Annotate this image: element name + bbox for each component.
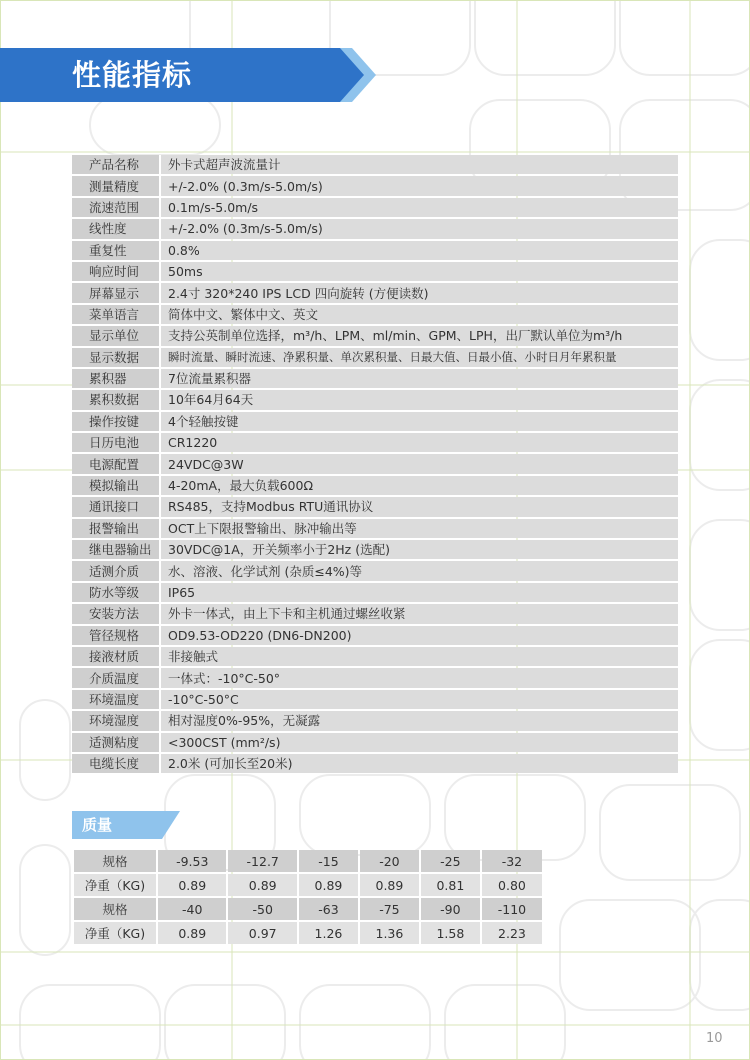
spec-value: 24VDC@3W bbox=[161, 454, 678, 473]
spec-label: 产品名称 bbox=[72, 155, 161, 174]
spec-label: 继电器输出 bbox=[72, 540, 161, 559]
spec-row bbox=[72, 412, 678, 431]
spec-value: 4-20mA，最大负载600Ω bbox=[161, 476, 678, 495]
weight-table-cell: 1.26 bbox=[299, 922, 358, 944]
spec-row bbox=[72, 690, 678, 709]
spec-label: 显示单位 bbox=[72, 326, 161, 345]
spec-row bbox=[72, 711, 678, 730]
spec-label: 菜单语言 bbox=[72, 305, 161, 324]
spec-row bbox=[72, 476, 678, 495]
page-title: 性能指标 bbox=[72, 58, 193, 92]
spec-value: 2.0米 (可加长至20米) bbox=[161, 754, 678, 773]
weight-section-title: 质量 bbox=[82, 816, 113, 834]
spec-row bbox=[72, 241, 678, 260]
spec-value: 50ms bbox=[161, 262, 678, 281]
spec-row bbox=[72, 433, 678, 452]
weight-table-row-header: 规格 bbox=[74, 898, 156, 920]
weight-table-cell: 0.89 bbox=[299, 874, 358, 896]
spec-value: +/-2.0% (0.3m/s-5.0m/s) bbox=[161, 219, 678, 238]
spec-label: 防水等级 bbox=[72, 583, 161, 602]
weight-table-weight-row bbox=[74, 874, 542, 896]
spec-row bbox=[72, 348, 678, 367]
spec-row bbox=[72, 733, 678, 752]
weight-table-cell: 0.89 bbox=[360, 874, 419, 896]
spec-value: 非接触式 bbox=[161, 647, 678, 666]
weight-table-cell: 1.58 bbox=[421, 922, 480, 944]
spec-row bbox=[72, 326, 678, 345]
spec-value: 4个轻触按键 bbox=[161, 412, 678, 431]
spec-row bbox=[72, 305, 678, 324]
spec-row bbox=[72, 176, 678, 195]
spec-label: 接液材质 bbox=[72, 647, 161, 666]
spec-value: OD9.53-OD220 (DN6-DN200) bbox=[161, 626, 678, 645]
spec-value: 支持公英制单位选择，m³/h、LPM、ml/min、GPM、LPH，出厂默认单位为m³/h bbox=[161, 326, 678, 345]
weight-table-cell: 0.80 bbox=[482, 874, 542, 896]
spec-row bbox=[72, 369, 678, 388]
weight-table bbox=[72, 848, 544, 946]
spec-value: 简体中文、繁体中文、英文 bbox=[161, 305, 678, 324]
spec-label: 环境湿度 bbox=[72, 711, 161, 730]
weight-table-cell: 0.89 bbox=[228, 874, 296, 896]
spec-row bbox=[72, 604, 678, 623]
weight-section-tag bbox=[72, 811, 180, 839]
spec-value: RS485，支持Modbus RTU通讯协议 bbox=[161, 497, 678, 516]
spec-value: OCT上下限报警输出、脉冲输出等 bbox=[161, 519, 678, 538]
spec-row bbox=[72, 540, 678, 559]
weight-table-weight-row bbox=[74, 922, 542, 944]
weight-table-cell: 0.81 bbox=[421, 874, 480, 896]
weight-table-cell: 0.89 bbox=[158, 922, 226, 944]
spec-row bbox=[72, 754, 678, 773]
spec-label: 安装方法 bbox=[72, 604, 161, 623]
spec-row bbox=[72, 219, 678, 238]
weight-table-cell: 0.97 bbox=[228, 922, 296, 944]
spec-value: 0.8% bbox=[161, 241, 678, 260]
spec-label: 显示数据 bbox=[72, 348, 161, 367]
page-number: 10 bbox=[706, 1031, 723, 1046]
spec-label: 管径规格 bbox=[72, 626, 161, 645]
spec-row bbox=[72, 198, 678, 217]
weight-table-cell: -110 bbox=[482, 898, 542, 920]
spec-value: 7位流量累积器 bbox=[161, 369, 678, 388]
weight-table-row-header: 净重（KG) bbox=[74, 922, 156, 944]
weight-table-cell: -9.53 bbox=[158, 850, 226, 872]
weight-table-spec-row bbox=[74, 898, 542, 920]
spec-row bbox=[72, 519, 678, 538]
spec-row bbox=[72, 155, 678, 174]
spec-row bbox=[72, 668, 678, 687]
spec-value: -10°C-50°C bbox=[161, 690, 678, 709]
header-banner bbox=[0, 48, 378, 102]
weight-table-cell: -90 bbox=[421, 898, 480, 920]
spec-row bbox=[72, 626, 678, 645]
spec-label: 电源配置 bbox=[72, 454, 161, 473]
spec-value: 2.4寸 320*240 IPS LCD 四向旋转 (方便读数) bbox=[161, 283, 678, 302]
spec-label: 响应时间 bbox=[72, 262, 161, 281]
spec-value: 一体式：-10°C-50° bbox=[161, 668, 678, 687]
spec-label: 适测介质 bbox=[72, 561, 161, 580]
spec-label: 介质温度 bbox=[72, 668, 161, 687]
spec-row bbox=[72, 647, 678, 666]
spec-value: IP65 bbox=[161, 583, 678, 602]
spec-row bbox=[72, 561, 678, 580]
weight-table-cell: -15 bbox=[299, 850, 358, 872]
spec-value: 水、溶液、化学试剂 (杂质≤4%)等 bbox=[161, 561, 678, 580]
spec-label: 流速范围 bbox=[72, 198, 161, 217]
spec-label: 累积数据 bbox=[72, 390, 161, 409]
spec-label: 测量精度 bbox=[72, 176, 161, 195]
spec-value: 外卡一体式，由上下卡和主机通过螺丝收紧 bbox=[161, 604, 678, 623]
spec-value: <300CST (mm²/s) bbox=[161, 733, 678, 752]
weight-table-cell: -75 bbox=[360, 898, 419, 920]
spec-row bbox=[72, 497, 678, 516]
spec-value: 0.1m/s-5.0m/s bbox=[161, 198, 678, 217]
spec-value: 相对湿度0%-95%，无凝露 bbox=[161, 711, 678, 730]
weight-table-cell: -40 bbox=[158, 898, 226, 920]
spec-label: 模拟输出 bbox=[72, 476, 161, 495]
spec-row bbox=[72, 283, 678, 302]
spec-label: 通讯接口 bbox=[72, 497, 161, 516]
spec-label: 累积器 bbox=[72, 369, 161, 388]
weight-table-cell: -50 bbox=[228, 898, 296, 920]
spec-label: 线性度 bbox=[72, 219, 161, 238]
spec-value: 外卡式超声波流量计 bbox=[161, 155, 678, 174]
weight-table-spec-row bbox=[74, 850, 542, 872]
spec-label: 报警输出 bbox=[72, 519, 161, 538]
spec-label: 屏幕显示 bbox=[72, 283, 161, 302]
spec-row bbox=[72, 262, 678, 281]
spec-table bbox=[72, 153, 678, 775]
spec-value: CR1220 bbox=[161, 433, 678, 452]
spec-row bbox=[72, 583, 678, 602]
weight-table-cell: -25 bbox=[421, 850, 480, 872]
spec-value: 30VDC@1A，开关频率小于2Hz (选配) bbox=[161, 540, 678, 559]
weight-table-cell: -32 bbox=[482, 850, 542, 872]
weight-table-row-header: 规格 bbox=[74, 850, 156, 872]
weight-table-cell: 2.23 bbox=[482, 922, 542, 944]
spec-value: +/-2.0% (0.3m/s-5.0m/s) bbox=[161, 176, 678, 195]
weight-table-cell: 1.36 bbox=[360, 922, 419, 944]
spec-value: 瞬时流量、瞬时流速、净累积量、单次累积量、日最大值、日最小值、小时日月年累积量 bbox=[161, 348, 678, 367]
spec-label: 日历电池 bbox=[72, 433, 161, 452]
weight-table-cell: -20 bbox=[360, 850, 419, 872]
spec-label: 重复性 bbox=[72, 241, 161, 260]
spec-label: 电缆长度 bbox=[72, 754, 161, 773]
spec-row bbox=[72, 454, 678, 473]
weight-table-cell: -63 bbox=[299, 898, 358, 920]
spec-label: 适测粘度 bbox=[72, 733, 161, 752]
weight-table-cell: 0.89 bbox=[158, 874, 226, 896]
spec-value: 10年64月64天 bbox=[161, 390, 678, 409]
weight-table-cell: -12.7 bbox=[228, 850, 296, 872]
spec-label: 操作按键 bbox=[72, 412, 161, 431]
spec-row bbox=[72, 390, 678, 409]
weight-table-row-header: 净重（KG) bbox=[74, 874, 156, 896]
spec-label: 环境温度 bbox=[72, 690, 161, 709]
